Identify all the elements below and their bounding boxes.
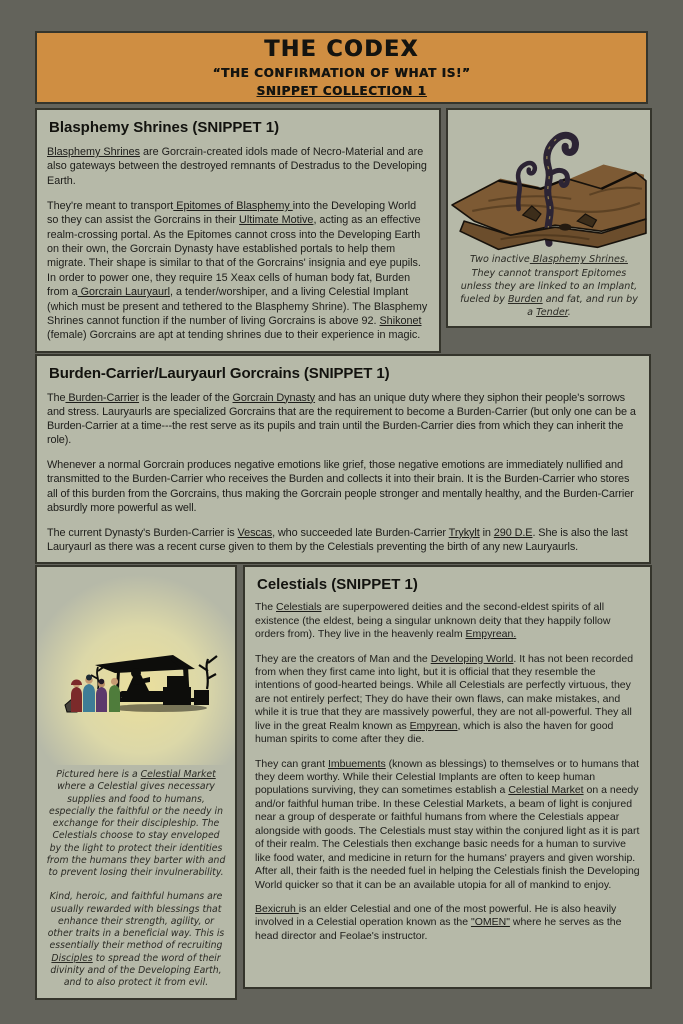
blasphemy-figure-caption: Two inactive Blasphemy Shrines. They cannot transport Epitomes unless they are linked to an Implant, fueled by Burden and fat, and run by a Tender.	[460, 254, 638, 319]
blasphemy-shrines-section	[35, 108, 441, 353]
paragraph: The Burden-Carrier is the leader of the Gorcrain Dynasty and has an unique duty where they siphon their people's sorrows and stress. Lauryaurls are specialized Gorcrains that are the requirement to become a Burden-Carrier (but only one can be a Burden-Carrier at a time---the rest serve as its pupils and train until the Burden-Carrier dies from which they can inherit the role).	[47, 391, 636, 447]
blasphemy-shrines-figure	[446, 108, 652, 328]
page-title: THE CODEX	[264, 37, 419, 62]
paragraph: They can grant Imbuements (known as blessings) to themselves or to humans that they deem worthy. While their Celestial Implants are often to keep human populations surviving, they can sometimes establish a Celestial Market on a needy and/or faithful human tribe. In these Celestial Markets, a beam of light is conjured near a group of desperate or faithful humans from where the Celestials appear alongside with goods. The Celestials must stay within the conjured light as it is part of their realm. The Celestials then exchange basic needs for a human to survive like food water, and medicine in return for the humans' prayers and given worship. After all, their faith is the needed fuel in helping the Celestials finish the Developing World quicker so that it can be an available utopia for all of mankind to enjoy.	[255, 757, 640, 891]
market-figure-caption: Pictured here is a Celestial Market where a Celestial gives necessary supplies and food to humans, especially the faithful or the needy in exchange for their discipleship. The Celestials choose to stay enveloped by the light to protect their identities from the humans they barter with and to prevent losing their invulnerability.	[46, 769, 226, 879]
paragraph: The Celestials are superpowered deities and the second-eldest spirits of all existence (the eldest, being a singular unknown deity that they happily follow orders from). They live in the heavenly realm Empyrean.	[255, 601, 611, 641]
paragraph: Bexicruh is an elder Celestial and one of the most powerful. He is also heavily involved in a Celestial operation known as the "OMEN" where he serves as the head director and Feolae's instructor.	[255, 902, 622, 942]
celestials-section	[243, 565, 652, 989]
celestials-heading: Celestials (SNIPPET 1)	[257, 576, 418, 593]
market-figure-caption: Kind, heroic, and faithful humans are usually rewarded with blessings that enhance their strength, agility, or other traits in a beneficial way. This is essentially their method of recruiting Disciples to spread the word of their divinity and of the Developing Earth, and to also protect it from evil.	[47, 891, 225, 989]
celestial-market-figure	[35, 565, 237, 1000]
celestial-market-illustration	[37, 567, 235, 765]
burden-carrier-section	[35, 354, 651, 564]
paragraph: Blasphemy Shrines are Gorcrain-created idols made of Necro-Material and are also gateways between the destroyed remnants of Destradus to the Developing Earth.	[47, 145, 427, 187]
paragraph: They're meant to transport Epitomes of Blasphemy into the Developing World so they can assist the Gorcrains in their Ultimate Motive, acting as an effective realm-crossing portal. As the Epitomes cannot cross into the Developing Earth on their own, the Gorcrain Dynasty have established portals to help them migrate. Their shape is similar to that of the Gorcrains' insignia and eye pupils. In order to power one, they require 15 Xeax cells of human body fat, Burden from a Gorcrain Lauryaurl, a tender/worshiper, and a living Celestial Implant (which must be present and tethered to the Blasphemy Shrine). The Blasphemy Shrines cannot function if the number of living Gorcrains is above 92. Shikonet (female) Gorcrains are apt at tending shrines due to their experience in magic.	[47, 200, 428, 342]
paragraph: The current Dynasty's Burden-Carrier is Vescas, who succeeded late Burden-Carrier Trykylt in 290 D.E. She is also the last Lauryaurl as there was a recent curse given to them by the Celestials preventing the birth of any new Lauryaurls.	[47, 526, 628, 554]
burden-carrier-heading: Burden-Carrier/Lauryaurl Gorcrains (SNIPPET 1)	[49, 365, 390, 382]
codex-header	[35, 31, 648, 104]
blasphemy-shrines-illustration	[448, 110, 650, 251]
blasphemy-shrines-heading: Blasphemy Shrines (SNIPPET 1)	[49, 119, 280, 136]
paragraph: Whenever a normal Gorcrain produces negative emotions like grief, those negative emotions are immediately nullified and transmitted to the Burden-Carrier who receives the Burden and collects it into their brain. It is the Burden-Carrier who stores all of this burden from the Gorcrains, thus making the Gorcrain people stronger and mentally healthy, and the Burden-Carrier absurdly more powerful as well.	[47, 459, 634, 514]
paragraph: They are the creators of Man and the Developing World. It has not been recorded from when they first came into light, but it is official that they resemble the intentions of good-hearted beings. While all Celestials are perfectly virtuous, they are not entirely perfect; They do have their own flaws, can make mistakes, and while it is true that they are massively powerful, they are not all-powerful. They all live in the great Realm known as Empyrean, which is also the haven for good human spirits to come after they die.	[255, 652, 634, 746]
collection-label: SNIPPET COLLECTION 1	[256, 84, 427, 98]
page-subtitle: “THE CONFIRMATION OF WHAT IS!”	[212, 66, 471, 80]
